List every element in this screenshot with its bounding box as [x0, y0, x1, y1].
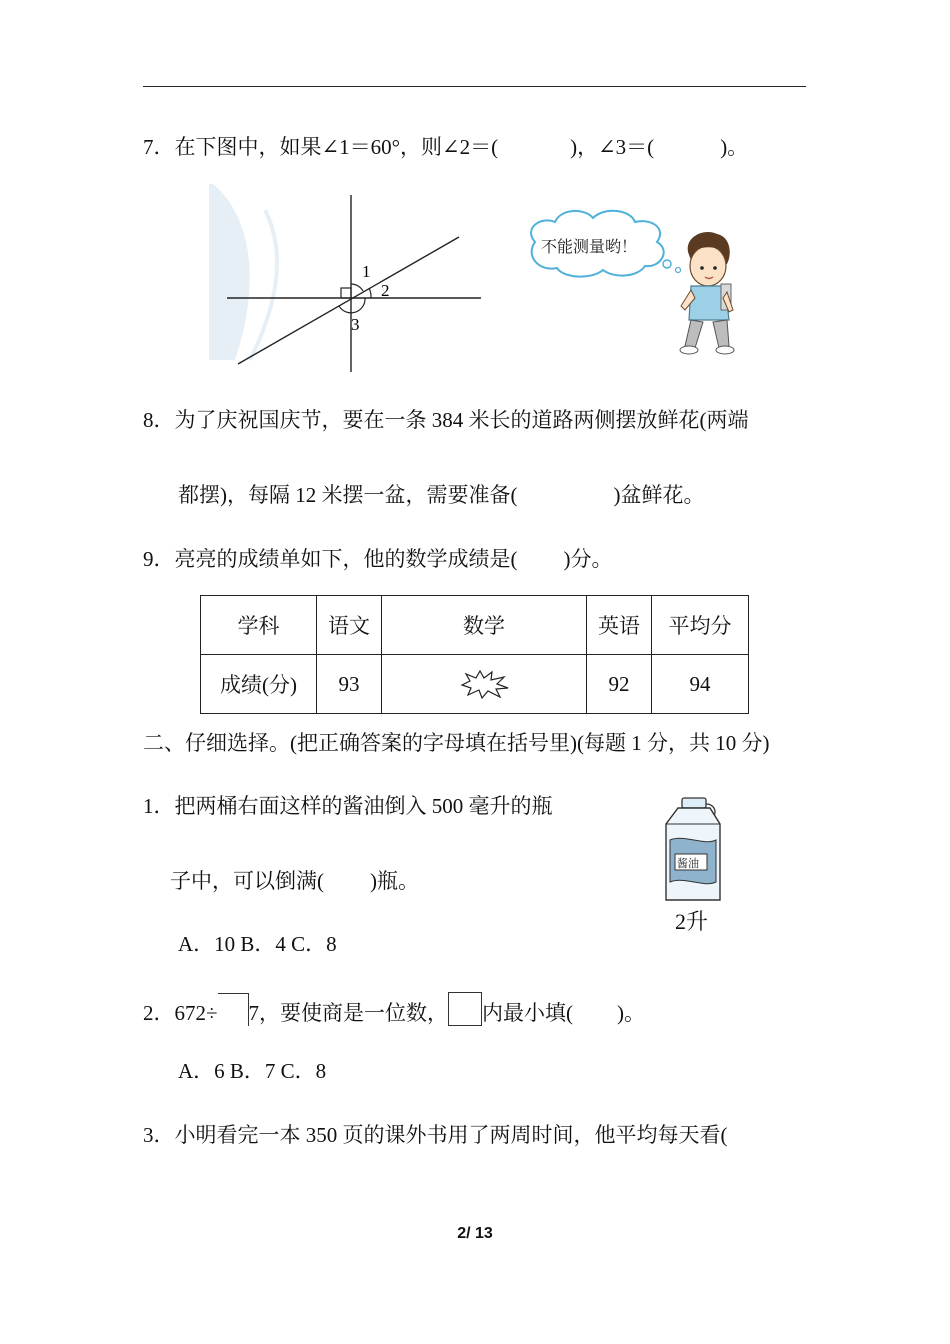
speech-bubble-text: 不能测量哟！: [541, 237, 638, 256]
question-7: [143, 133, 748, 161]
choice-2-options: A．6 B．7 C．8: [178, 1059, 327, 1083]
header-rule: [143, 86, 806, 87]
question-text-end: )盆鲜花。: [613, 483, 705, 507]
bottle-label-text: 酱油: [677, 857, 699, 870]
question-8-line-2: [178, 481, 705, 509]
table-cell: 93: [317, 655, 382, 714]
table-cell-obscured: [382, 655, 587, 714]
angle-label-1: 1: [362, 262, 371, 281]
question-text: 子中，可以倒满(: [170, 869, 324, 893]
right-angle-mark: [341, 288, 351, 298]
table-cell: 94: [652, 655, 749, 714]
table-header-cell: 学科: [201, 596, 317, 655]
choice-1-line-2: [170, 867, 419, 895]
angle-label-3: 3: [351, 315, 360, 334]
angle-2-arc: [369, 288, 371, 298]
question-text-end: )。: [720, 135, 749, 159]
question-text: 内最小填(: [482, 1001, 574, 1025]
table-header-cell: 数学: [382, 596, 587, 655]
choice-2: [143, 992, 645, 1027]
table-header-cell: 英语: [587, 596, 652, 655]
table-header-row: [201, 596, 749, 655]
digit-box[interactable]: [448, 992, 482, 1026]
boy-illustration: [680, 232, 734, 354]
question-text: 小明看完一本 350 页的课外书用了两周时间，他平均每天看(: [174, 1123, 728, 1147]
question-number: 1．: [143, 794, 175, 818]
choice-3: [143, 1121, 728, 1149]
choice-1-line-1: [143, 792, 553, 820]
question-number: 8．: [143, 408, 175, 432]
question-number: 3．: [143, 1123, 175, 1147]
question-text: 为了庆祝国庆节，要在一条 384 米长的道路两侧摆放鲜花(两端: [174, 408, 749, 432]
question-9: [143, 545, 613, 573]
bottle-icon: [660, 796, 726, 906]
speech-bubble: [531, 211, 680, 277]
question-8-line-1: [143, 406, 749, 434]
page-number: 2/ 13: [457, 1225, 493, 1242]
question-number: 9．: [143, 547, 175, 571]
angle-diagram: [205, 180, 745, 380]
question-text: 亮亮的成绩单如下，他的数学成绩是(: [174, 547, 518, 571]
angle-3-arc: [339, 298, 365, 313]
angle-1-arc: [351, 284, 363, 291]
table-header-cell: 语文: [317, 596, 382, 655]
score-table: [200, 595, 749, 714]
table-row: [201, 655, 749, 714]
choice-1-options: A．10 B．4 C．8: [178, 932, 337, 956]
question-text: 把两桶右面这样的酱油倒入 500 毫升的瓶: [174, 794, 553, 818]
bottle-volume-label: 2升: [675, 909, 709, 934]
question-text: 在下图中，如果∠1＝60°，则∠2＝(: [174, 135, 499, 159]
question-number: 7．: [143, 135, 175, 159]
table-cell: 92: [587, 655, 652, 714]
angle-figure: [205, 180, 745, 380]
question-text: 7，要使商是一位数，: [248, 1001, 449, 1025]
angle-label-2: 2: [381, 281, 390, 300]
ink-splat-icon: [458, 669, 510, 699]
question-text-end: )。: [617, 1001, 646, 1025]
question-text-end: )瓶。: [370, 869, 419, 893]
question-text: 672÷: [174, 1001, 218, 1025]
question-text-end: )分。: [563, 547, 613, 571]
watermark-graphic: [209, 184, 277, 360]
section-2-title: 二、仔细选择。(把正确答案的字母填在括号里)(每题 1 分，共 10 分): [143, 731, 770, 755]
table-row-label: 成绩(分): [201, 655, 317, 714]
question-text: 都摆)，每隔 12 米摆一盆，需要准备(: [178, 483, 518, 507]
table-header-cell: 平均分: [652, 596, 749, 655]
division-bracket-box[interactable]: [218, 993, 249, 1026]
question-text-mid: )，∠3＝(: [570, 135, 655, 159]
question-number: 2．: [143, 1001, 175, 1025]
